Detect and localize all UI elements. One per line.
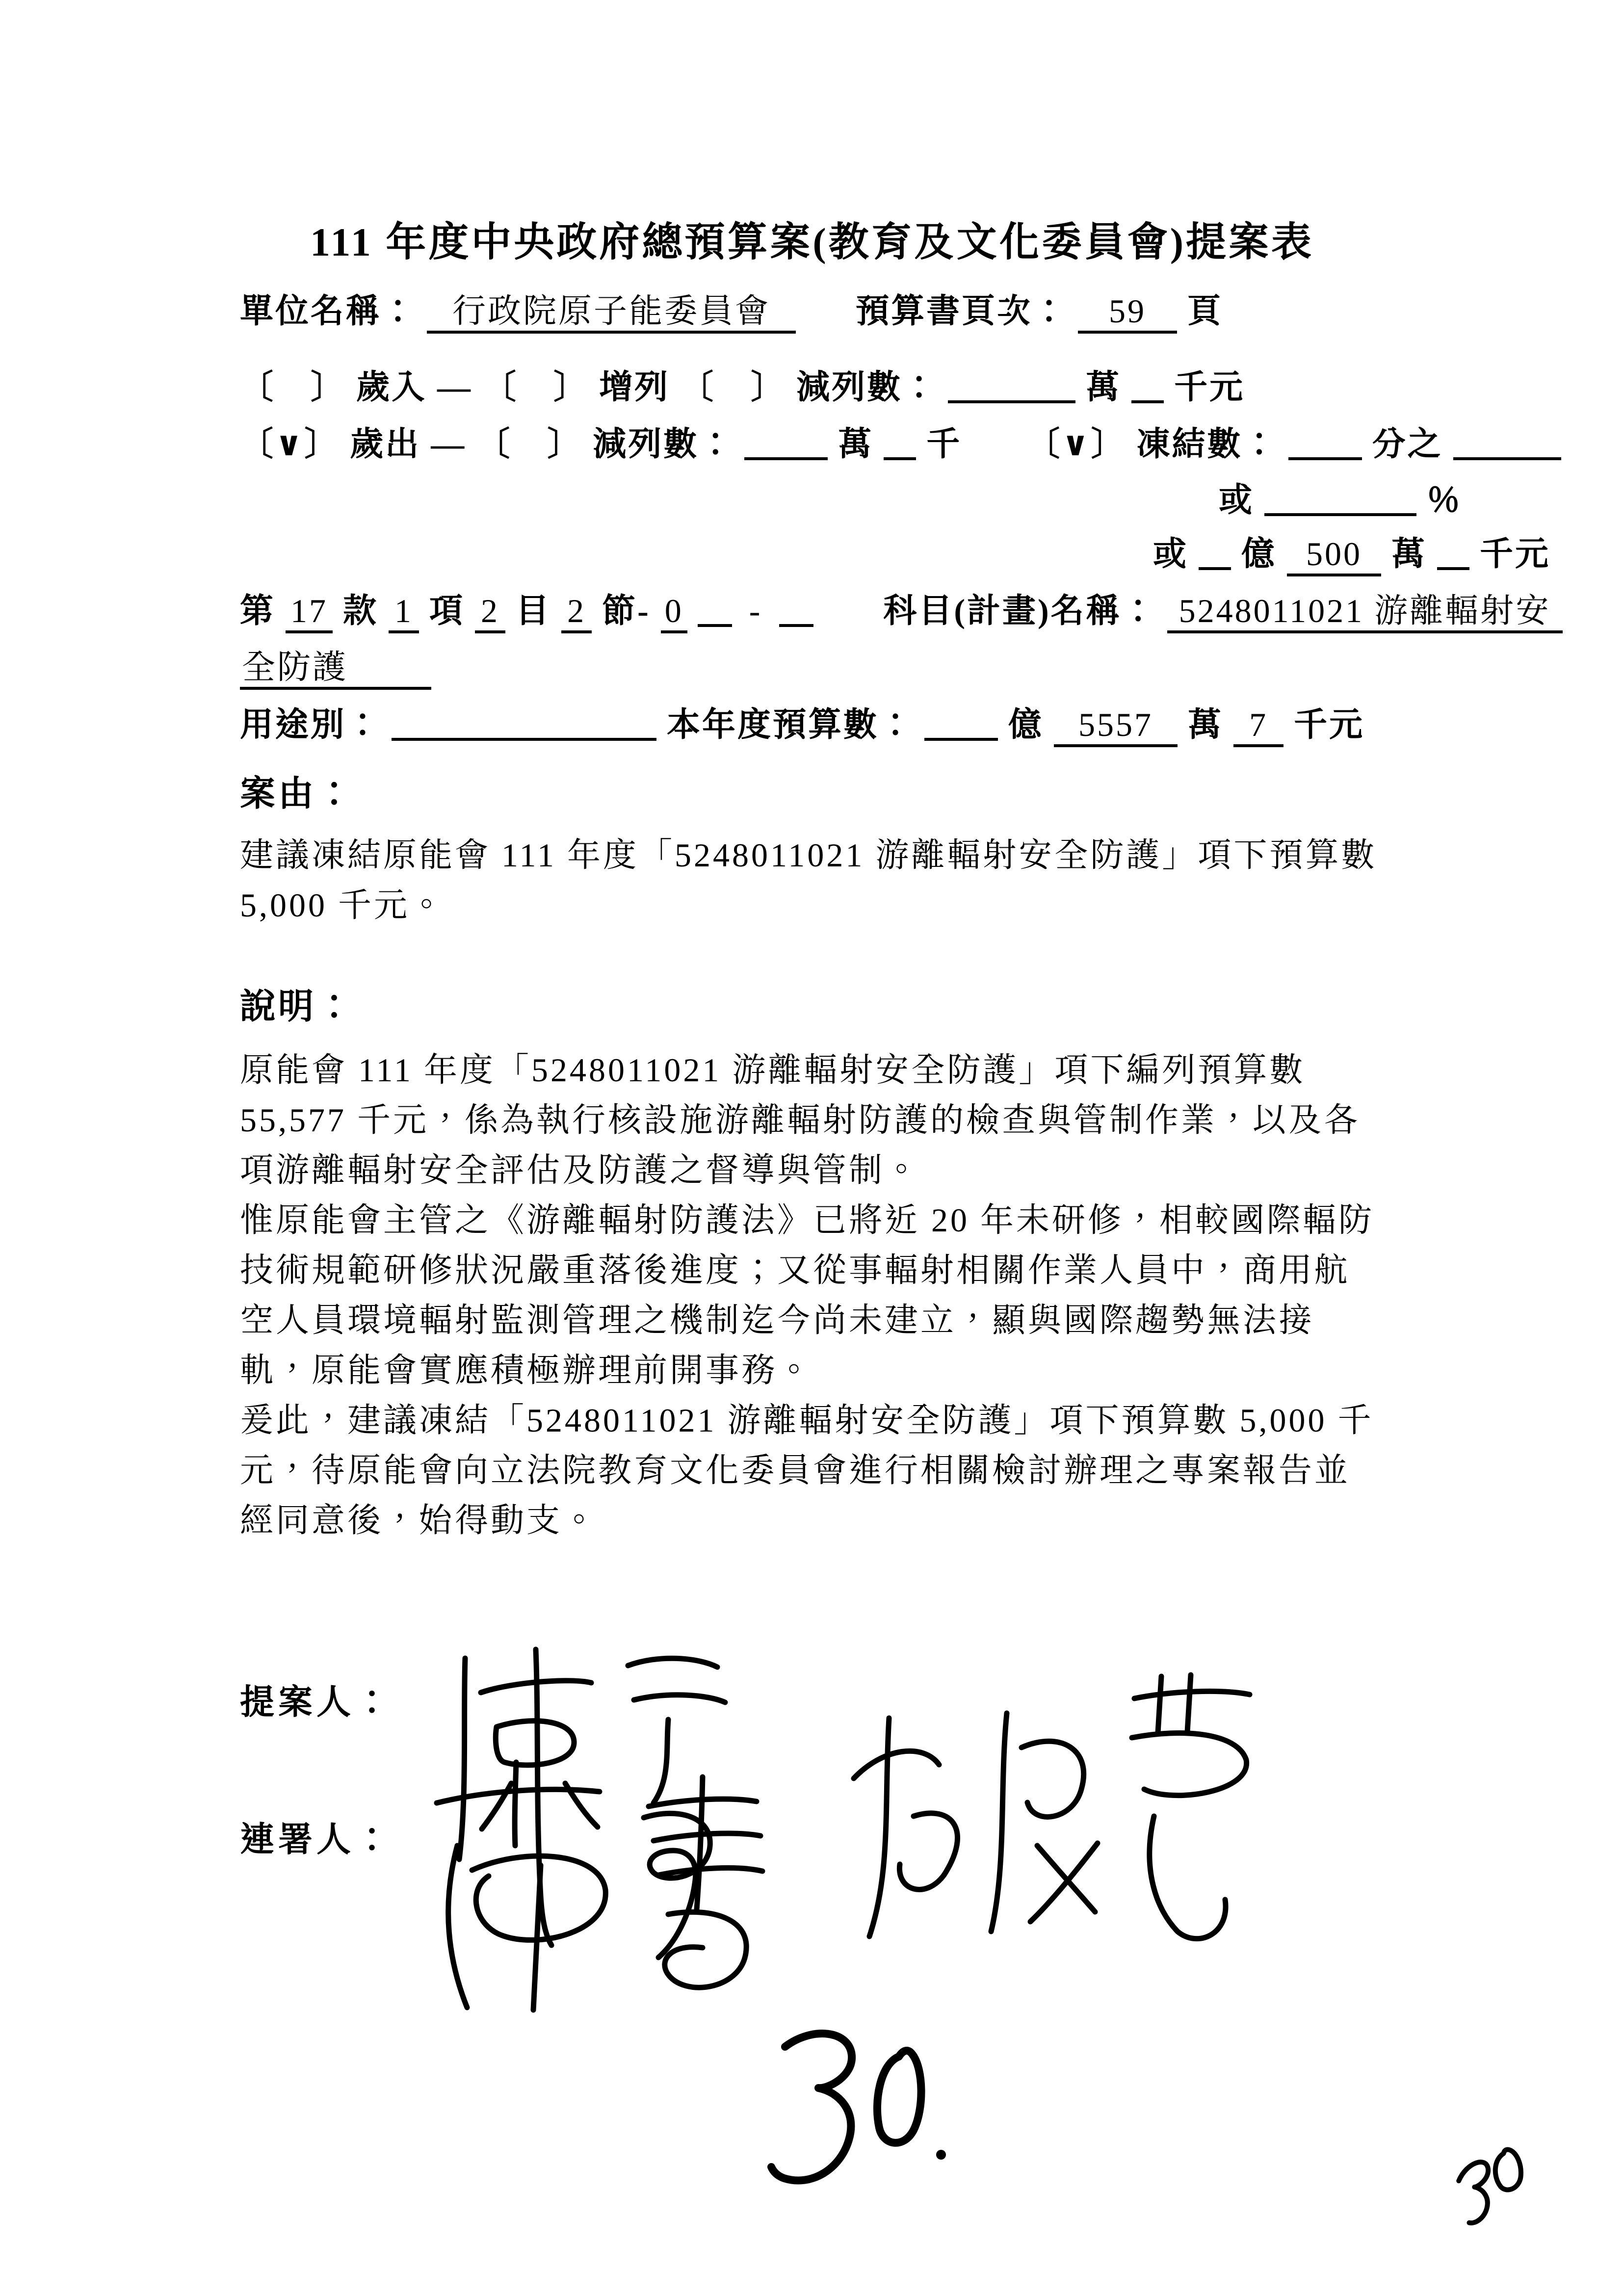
case-heading: 案由： xyxy=(240,774,355,813)
usage-row xyxy=(240,707,1364,747)
jie-value: 2 xyxy=(561,594,592,633)
qian-unit: 千 xyxy=(926,425,962,463)
paragraph-line: 軌，原能會實應積極辦理前開事務。 xyxy=(240,1352,813,1389)
xiang-value: 1 xyxy=(389,594,419,633)
blank-underline xyxy=(698,594,732,627)
yi-unit: 億 xyxy=(1008,706,1044,743)
paragraph-line: 5,000 千元。 xyxy=(240,887,446,924)
mu-value: 2 xyxy=(475,594,505,633)
form-title: 111 年度中央政府總預算案(教育及文化委員會)提案表 xyxy=(310,220,1314,264)
budget-book-page-label: 預算書頁次： xyxy=(856,292,1068,330)
usage-label: 用途別： xyxy=(240,706,382,743)
dash: — xyxy=(431,425,467,463)
case-paragraph xyxy=(240,830,1377,930)
subject-name-label: 科目(計畫)名稱： xyxy=(883,592,1157,629)
decrease-checkbox: 〔 〕 xyxy=(476,425,583,463)
paragraph-line: 技術規範研修狀況嚴重落後進度；又從事輻射相關作業人員中，商用航 xyxy=(240,1252,1351,1289)
budget-qian-value: 7 xyxy=(1233,708,1283,747)
dash: — xyxy=(437,368,473,406)
freeze-checkbox-checked: 〔∨〕 xyxy=(1026,425,1126,463)
current-budget-label: 本年度預算數： xyxy=(667,706,915,743)
wan-unit: 萬 xyxy=(1188,706,1224,743)
freeze-label: 凍結數： xyxy=(1136,425,1278,463)
expenditure-row xyxy=(240,427,1561,461)
fenzhi-label: 分之 xyxy=(1372,425,1443,463)
wan-unit: 萬 xyxy=(1391,535,1427,573)
xiang-label: 項 xyxy=(429,592,465,629)
blank-underline xyxy=(1131,370,1164,403)
unit-name-row xyxy=(240,294,1223,334)
paragraph-line: 項游離輻射安全評估及防護之督導與管制。 xyxy=(240,1151,921,1189)
di-label: 第 xyxy=(240,592,276,629)
paragraph-line: 元，待原能會向立法院教育文化委員會進行相關檢討辦理之專案報告並 xyxy=(240,1452,1351,1489)
blank-underline xyxy=(392,707,656,741)
yi-unit: 億 xyxy=(1241,535,1277,573)
or-percent-row xyxy=(1219,483,1462,517)
or-label: 或 xyxy=(1218,481,1254,519)
paragraph-line: 惟原能會主管之《游離輻射防護法》已將近 20 年未研修，相較國際輻防 xyxy=(240,1201,1375,1239)
blank-underline xyxy=(1453,427,1561,460)
frozen-amount-wan: 500 xyxy=(1287,537,1381,576)
paragraph-line: 爰此，建議凍結「5248011021 游離輻射安全防護」項下預算數 5,000 千 xyxy=(240,1402,1374,1439)
kuan-label: 款 xyxy=(343,592,379,629)
blank-underline xyxy=(1199,537,1231,570)
paragraph-line: 建議凍結原能會 111 年度「5248011021 游離輻射安全防護」項下預算數 xyxy=(240,836,1377,874)
qianyuan-unit: 千元 xyxy=(1294,706,1365,743)
blank-underline xyxy=(884,427,916,460)
cosigner-signature-2 xyxy=(810,1663,1276,1962)
budget-wan-value: 5557 xyxy=(1054,708,1178,747)
decrease-checkbox: 〔 〕 xyxy=(680,368,786,406)
paragraph-line: 原能會 111 年度「5248011021 游離輻射安全防護」項下編列預算數 xyxy=(240,1051,1306,1089)
or-label: 或 xyxy=(1153,535,1188,573)
increase-checkbox: 〔 〕 xyxy=(483,368,589,406)
blank-underline xyxy=(948,370,1075,403)
blank-underline xyxy=(1437,537,1469,570)
cosigner-label: 連署人： xyxy=(240,1821,393,1859)
expenditure-label: 歲出 xyxy=(350,425,421,463)
kuan-value: 17 xyxy=(286,594,333,633)
budget-book-page-value: 59 xyxy=(1078,294,1177,334)
blank-underline xyxy=(924,707,998,741)
qianyuan-unit: 千元 xyxy=(1174,368,1245,406)
jie-label: 節- xyxy=(602,592,651,629)
proposer-label: 提案人： xyxy=(240,1684,393,1722)
tail-dash: - xyxy=(749,592,762,629)
wan-unit: 萬 xyxy=(1086,368,1122,406)
subject-continuation-row xyxy=(240,651,431,690)
explanation-paragraph xyxy=(240,1045,1374,1545)
increase-label: 增列 xyxy=(599,368,670,406)
revenue-checkbox: 〔 〕 xyxy=(240,368,346,406)
qianyuan-unit: 千元 xyxy=(1479,535,1550,573)
mu-label: 目 xyxy=(516,592,551,629)
jie-sub-value: 0 xyxy=(661,594,687,633)
cosigner-signature-1 xyxy=(393,1742,775,2041)
unit-name-value: 行政院原子能委員會 xyxy=(427,294,796,334)
handwritten-page-number-corner xyxy=(1435,2132,1553,2233)
budget-book-page-suffix: 頁 xyxy=(1187,292,1223,330)
paragraph-line: 55,577 千元，係為執行核設施游離輻射防護的檢查與管制作業，以及各 xyxy=(240,1101,1361,1139)
unit-name-label: 單位名稱： xyxy=(240,292,417,330)
explanation-heading: 說明： xyxy=(240,987,355,1026)
blank-underline xyxy=(1288,427,1362,460)
blank-underline xyxy=(779,594,813,627)
revenue-label: 歲入 xyxy=(356,368,427,406)
paragraph-line: 空人員環境輻射監測管理之機制迄今尚未建立，顯與國際趨勢無法接 xyxy=(240,1302,1315,1339)
handwritten-page-number-large xyxy=(721,2021,967,2208)
wan-unit: 萬 xyxy=(838,425,874,463)
expenditure-checkbox-checked: 〔∨〕 xyxy=(240,425,340,463)
blank-underline xyxy=(1264,483,1416,516)
blank-underline xyxy=(744,427,828,460)
decrease-label: 減列數： xyxy=(593,425,734,463)
decrease-label: 減列數： xyxy=(796,368,938,406)
subject-name-value: 5248011021 游離輻射安 xyxy=(1167,594,1563,633)
item-number-row xyxy=(240,594,1563,633)
subject-name-continuation: 全防護 xyxy=(240,651,431,690)
or-amount-row xyxy=(1153,537,1550,576)
percent-sign: ％ xyxy=(1426,481,1462,519)
revenue-row xyxy=(240,370,1245,404)
paragraph-line: 經同意後，始得動支。 xyxy=(240,1502,599,1539)
